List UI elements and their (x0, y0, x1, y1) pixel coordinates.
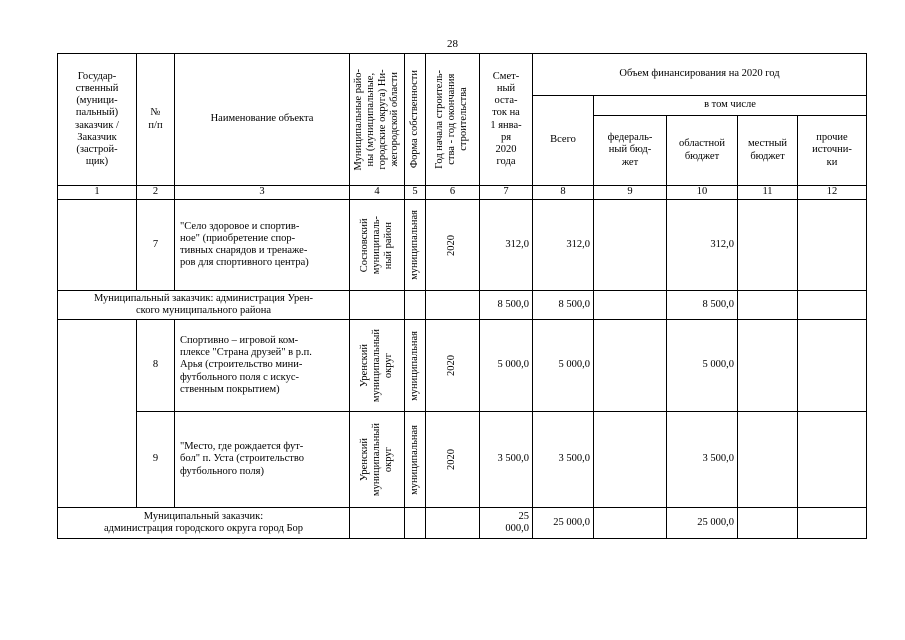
district: Уренский муниципальный округ (350, 320, 405, 412)
federal-budget (594, 508, 667, 539)
ownership (405, 508, 426, 539)
construction-years (426, 291, 480, 320)
local-budget (738, 291, 798, 320)
customer-label: Муниципальный заказчик: администрация Урен- ского муниципального района (58, 291, 350, 320)
column-number: 6 (426, 186, 480, 200)
column-number: 11 (738, 186, 798, 200)
ownership: муниципальная (405, 412, 426, 508)
other-sources (798, 508, 867, 539)
header-object-name: Наименование объекта (175, 54, 350, 186)
local-budget (738, 412, 798, 508)
object-name: "Село здоровое и спортив- ное" (приобретение спор- тивных снарядов и тренаже- ров для спортивного центра) (175, 200, 350, 291)
table-row (58, 412, 867, 508)
column-number: 10 (667, 186, 738, 200)
construction-years: 2020 (426, 320, 480, 412)
header-number: № п/п (137, 54, 175, 186)
construction-years: 2020 (426, 412, 480, 508)
customer-cell (58, 200, 137, 291)
header-regional: областной бюджет (667, 116, 738, 186)
header-other: прочие источни- ки (798, 116, 867, 186)
financing-table (57, 53, 867, 539)
column-number: 2 (137, 186, 175, 200)
total-amount: 8 500,0 (533, 291, 594, 320)
federal-budget (594, 320, 667, 412)
column-number: 5 (405, 186, 426, 200)
district: Сосновский муниципаль- ный район (350, 200, 405, 291)
header-local: местный бюджет (738, 116, 798, 186)
customer-cell (58, 320, 137, 508)
district (350, 508, 405, 539)
federal-budget (594, 412, 667, 508)
header-years: Год начала строитель- ства - год окончания строительства (426, 54, 480, 186)
regional-budget: 25 000,0 (667, 508, 738, 539)
regional-budget: 3 500,0 (667, 412, 738, 508)
construction-years (426, 508, 480, 539)
object-name: "Место, где рождается фут- бол" п. Уста (строительство футбольного поля) (175, 412, 350, 508)
total-amount: 3 500,0 (533, 412, 594, 508)
estimated-remainder: 5 000,0 (480, 320, 533, 412)
district (350, 291, 405, 320)
estimated-remainder: 312,0 (480, 200, 533, 291)
header-total: Всего (533, 96, 594, 186)
regional-budget: 5 000,0 (667, 320, 738, 412)
header-district: Муниципальные райо- ны (муниципальные, городские округа) Ни- жегородской области (350, 54, 405, 186)
column-number: 12 (798, 186, 867, 200)
estimated-remainder: 25 000,0 (480, 508, 533, 539)
header-remainder: Смет- ный оста- ток на 1 янва- ря 2020 года (480, 54, 533, 186)
row-number: 7 (137, 200, 175, 291)
header-financing: Объем финансирования на 2020 год (533, 54, 867, 96)
column-number: 7 (480, 186, 533, 200)
local-budget (738, 508, 798, 539)
column-number: 4 (350, 186, 405, 200)
customer-label: Муниципальный заказчик: администрация городского округа город Бор (58, 508, 350, 539)
column-number: 3 (175, 186, 350, 200)
other-sources (798, 412, 867, 508)
object-name: Спортивно – игровой ком- плексе "Страна друзей" в р.п. Арья (строительство мини- футбольного поля с искус- ственным покрытием) (175, 320, 350, 412)
local-budget (738, 320, 798, 412)
estimated-remainder: 3 500,0 (480, 412, 533, 508)
other-sources (798, 291, 867, 320)
other-sources (798, 320, 867, 412)
table-row (58, 320, 867, 412)
federal-budget (594, 200, 667, 291)
page-number: 28 (447, 38, 458, 50)
row-number: 8 (137, 320, 175, 412)
construction-years: 2020 (426, 200, 480, 291)
regional-budget: 312,0 (667, 200, 738, 291)
district: Уренский муниципальный округ (350, 412, 405, 508)
ownership (405, 291, 426, 320)
estimated-remainder: 8 500,0 (480, 291, 533, 320)
table-row (58, 200, 867, 291)
row-number: 9 (137, 412, 175, 508)
total-amount: 5 000,0 (533, 320, 594, 412)
total-amount: 25 000,0 (533, 508, 594, 539)
header-customer: Государ- ственный (муници- пальный) заказчик / Заказчик (застрой- щик) (58, 54, 137, 186)
regional-budget: 8 500,0 (667, 291, 738, 320)
federal-budget (594, 291, 667, 320)
customer-summary-row (58, 291, 867, 320)
ownership: муниципальная (405, 200, 426, 291)
header-federal: федераль- ный бюд- жет (594, 116, 667, 186)
header-including: в том числе (594, 96, 867, 116)
ownership: муниципальная (405, 320, 426, 412)
other-sources (798, 200, 867, 291)
header-ownership: Форма собственности (405, 54, 426, 186)
total-amount: 312,0 (533, 200, 594, 291)
local-budget (738, 200, 798, 291)
column-number: 8 (533, 186, 594, 200)
column-number: 1 (58, 186, 137, 200)
customer-summary-row (58, 508, 867, 539)
column-number: 9 (594, 186, 667, 200)
